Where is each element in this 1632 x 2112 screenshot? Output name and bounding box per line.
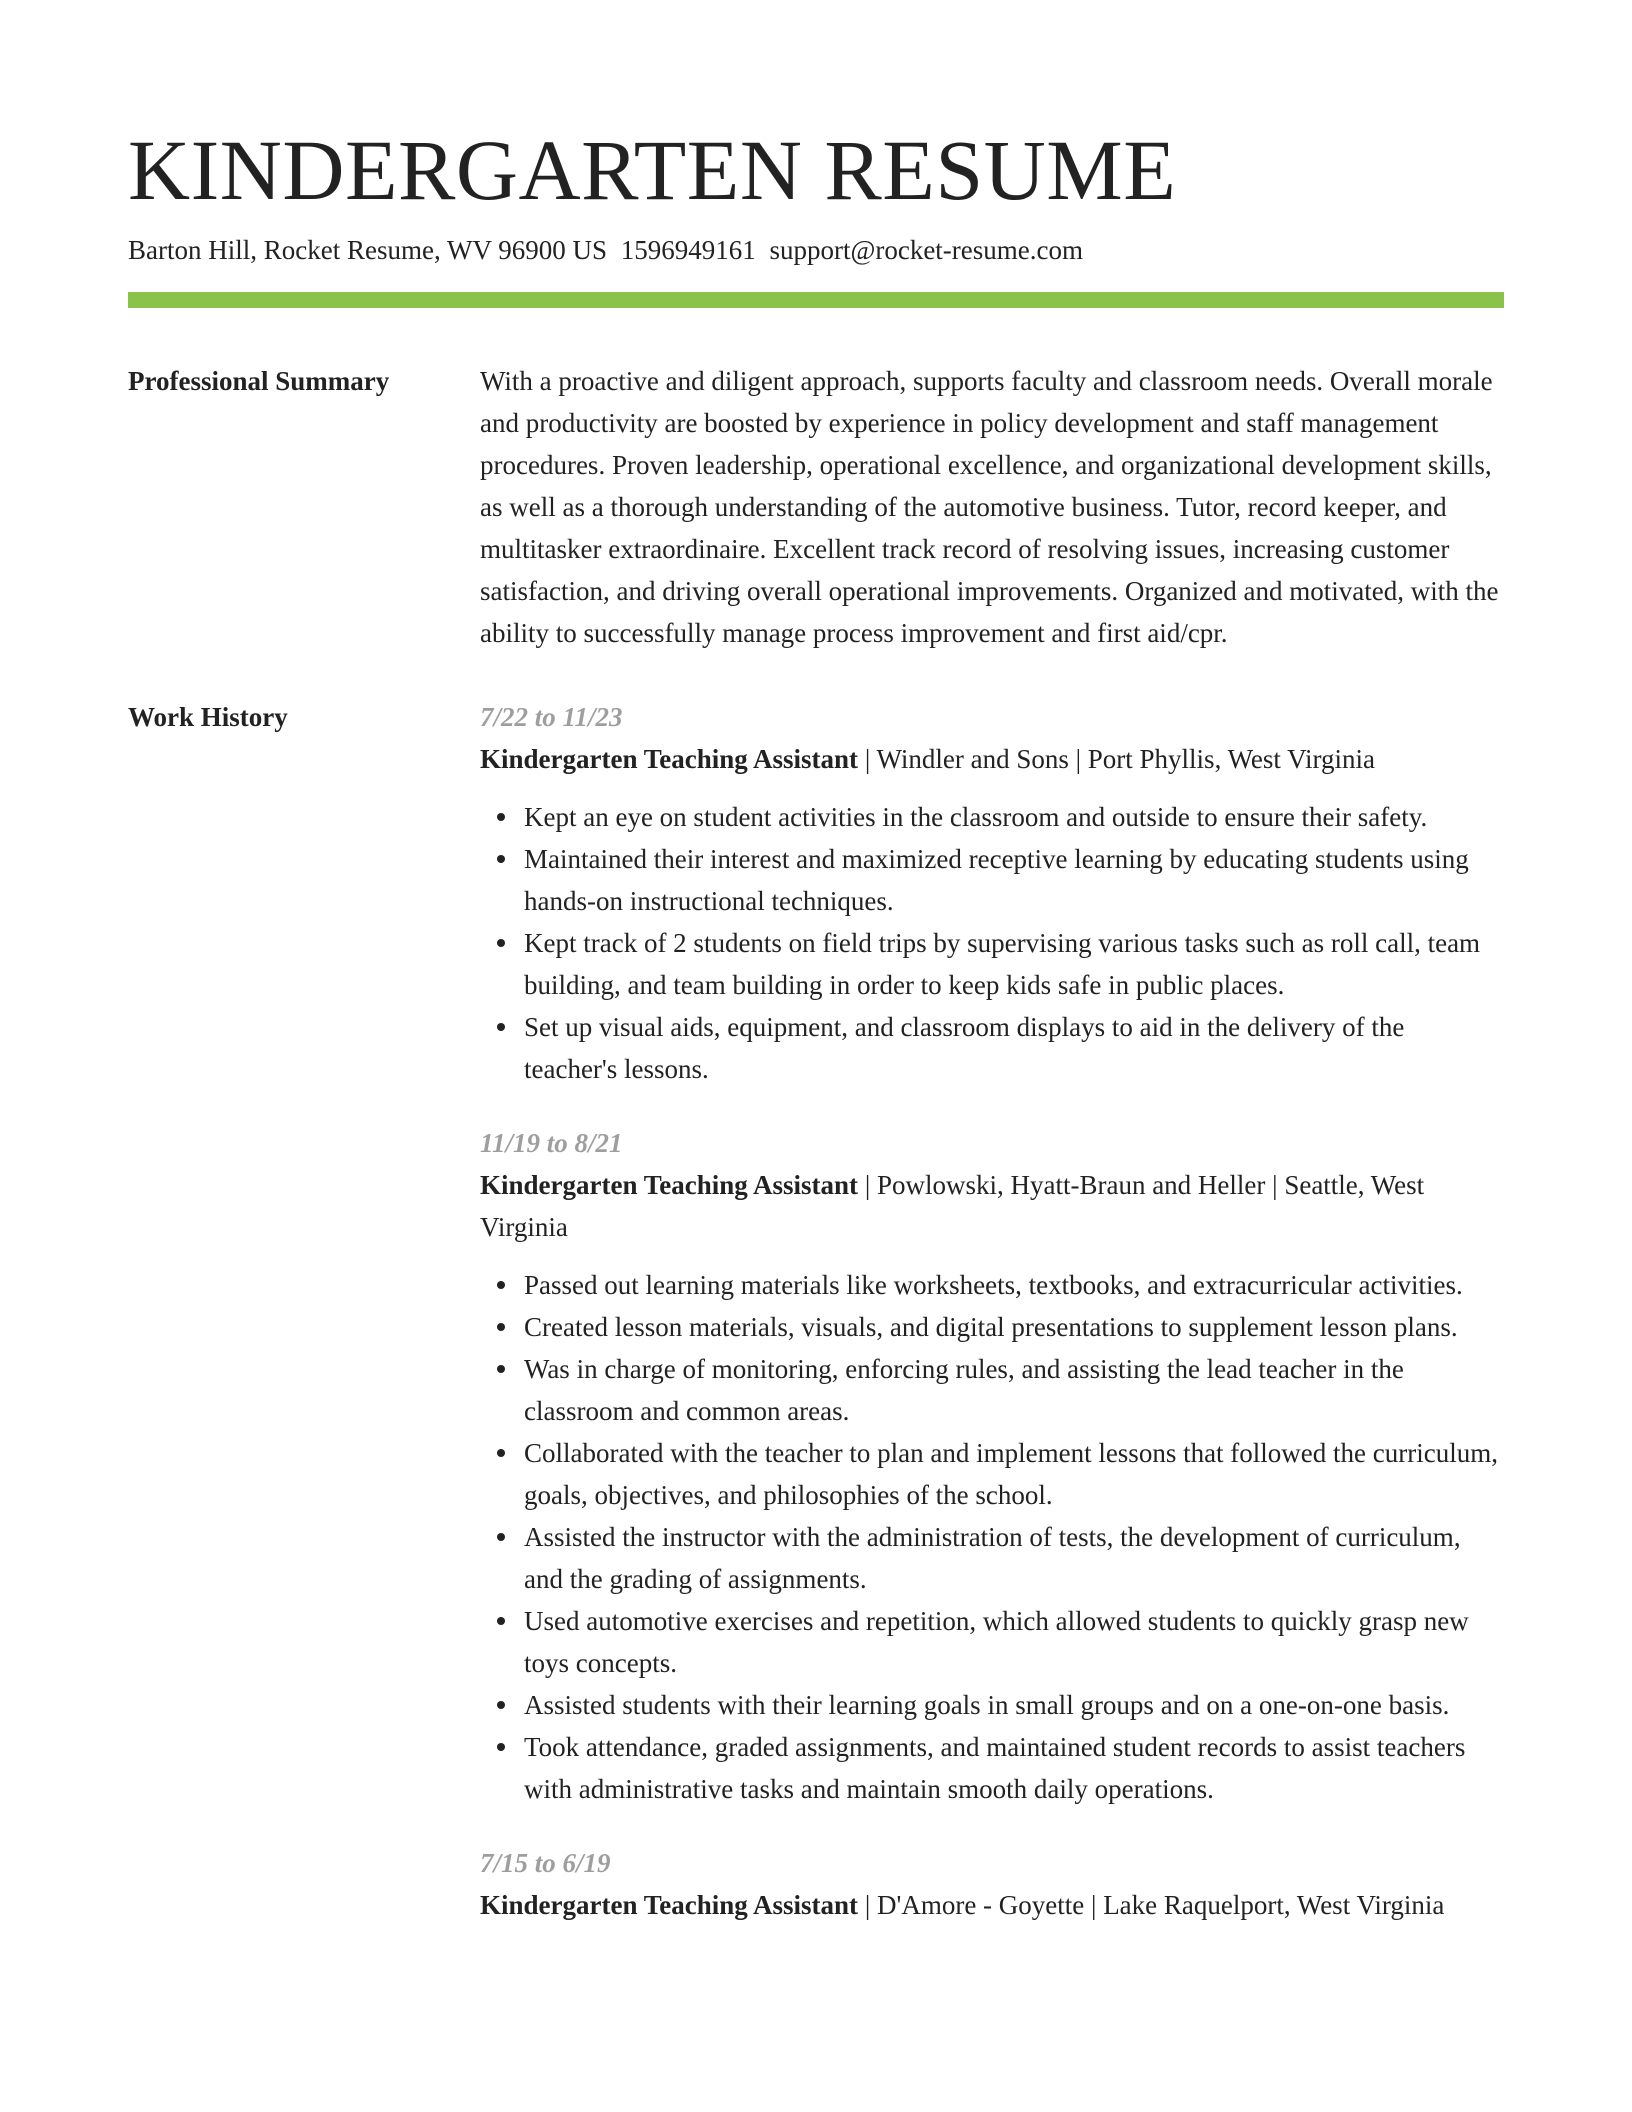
job-bullet-text: Used automotive exercises and repetition, which allowed students to quickly grasp new toys concepts.	[524, 1606, 1469, 1678]
bullet-dot-icon	[497, 1617, 505, 1625]
bullet-dot-icon	[497, 1323, 505, 1331]
job-entry	[480, 1842, 1504, 1926]
contact-email: support@rocket-resume.com	[769, 235, 1084, 265]
summary-heading: Professional Summary	[128, 366, 390, 396]
job-bullet-item	[524, 796, 1504, 838]
job-location: Seattle, West Virginia	[480, 1170, 1425, 1242]
bullet-dot-icon	[497, 1449, 505, 1457]
work-history-section	[128, 696, 1504, 1926]
job-company: Windler and Sons	[876, 744, 1069, 774]
job-separator: |	[1084, 1890, 1104, 1920]
job-bullet-item	[524, 1348, 1504, 1432]
contact-line	[128, 232, 1504, 268]
bullet-dot-icon	[497, 813, 505, 821]
job-bullet-text: Passed out learning materials like worksheets, textbooks, and extracurricular activities.	[524, 1270, 1463, 1300]
bullet-dot-icon	[497, 1365, 505, 1373]
job-bullet-item	[524, 1516, 1504, 1600]
job-bullet-item	[524, 1432, 1504, 1516]
job-bullet-item	[524, 1684, 1504, 1726]
job-heading-line	[480, 738, 1504, 780]
job-title: Kindergarten Teaching Assistant	[480, 744, 859, 774]
job-company: Powlowski, Hyatt-Braun and Heller	[876, 1170, 1266, 1200]
header-accent-rule	[128, 292, 1504, 308]
job-bullet-text: Maintained their interest and maximized receptive learning by educating students using hands-on instructional techniques.	[524, 844, 1469, 916]
job-bullet-item	[524, 922, 1504, 1006]
job-company: D'Amore - Goyette	[876, 1890, 1085, 1920]
contact-phone: 1596949161	[620, 235, 756, 265]
bullet-dot-icon	[497, 939, 505, 947]
job-bullet-text: Kept track of 2 students on field trips by supervising various tasks such as roll call, team building, and team building in order to keep kids safe in public places.	[524, 928, 1481, 1000]
job-heading-line	[480, 1164, 1504, 1248]
job-dates: 11/19 to 8/21	[480, 1128, 623, 1158]
job-bullet-text: Took attendance, graded assignments, and maintained student records to assist teachers with administrative tasks and maintain smooth daily operations.	[524, 1732, 1466, 1804]
bullet-dot-icon	[497, 1023, 505, 1031]
job-title: Kindergarten Teaching Assistant	[480, 1170, 859, 1200]
summary-section	[128, 360, 1504, 654]
resume-title: KINDERGARTEN RESUME	[128, 122, 1177, 218]
job-title: Kindergarten Teaching Assistant	[480, 1890, 859, 1920]
job-bullet-text: Kept an eye on student activities in the classroom and outside to ensure their safety.	[524, 802, 1428, 832]
job-bullet-list	[480, 1264, 1504, 1810]
job-bullet-text: Assisted students with their learning goals in small groups and on a one-on-one basis.	[524, 1690, 1450, 1720]
job-bullet-text: Was in charge of monitoring, enforcing rules, and assisting the lead teacher in the classroom and common areas.	[524, 1354, 1404, 1426]
resume-page	[128, 118, 1504, 1926]
job-entry	[480, 1122, 1504, 1810]
contact-address: Barton Hill, Rocket Resume, WV 96900 US	[128, 235, 607, 265]
job-dates: 7/15 to 6/19	[480, 1848, 611, 1878]
summary-body	[480, 360, 1504, 654]
job-heading-line	[480, 1884, 1504, 1926]
job-separator: |	[858, 1890, 877, 1920]
job-bullet-list	[480, 796, 1504, 1090]
job-bullet-text: Collaborated with the teacher to plan and implement lessons that followed the curriculum, goals, objectives, and philosophies of the school.	[524, 1438, 1498, 1510]
bullet-dot-icon	[497, 1533, 505, 1541]
bullet-dot-icon	[497, 1281, 505, 1289]
job-bullet-item	[524, 1726, 1504, 1810]
job-bullet-item	[524, 1306, 1504, 1348]
summary-text: With a proactive and diligent approach, supports faculty and classroom needs. Overall morale and productivity are boosted by experience in policy development and staff management procedures. Proven leadership, operational excellence, and organizational development skills, as well as a thorough understanding of the automotive business. Tutor, record keeper, and multitasker extraordinaire. Excellent track record of resolving issues, increasing customer satisfaction, and driving overall operational improvements. Organized and motivated, with the ability to successfully manage process improvement and first aid/cpr.	[480, 366, 1499, 648]
bullet-dot-icon	[497, 855, 505, 863]
job-bullet-text: Set up visual aids, equipment, and classroom displays to aid in the delivery of the teacher's lessons.	[524, 1012, 1405, 1084]
bullet-dot-icon	[497, 1743, 505, 1751]
job-separator: |	[858, 744, 877, 774]
work-history-heading: Work History	[128, 702, 288, 732]
job-bullet-text: Assisted the instructor with the administration of tests, the development of curriculum, and the grading of assignments.	[524, 1522, 1461, 1594]
work-history-list	[480, 696, 1504, 1926]
job-bullet-text: Created lesson materials, visuals, and digital presentations to supplement lesson plans.	[524, 1312, 1458, 1342]
job-separator: |	[858, 1170, 877, 1200]
job-entry	[480, 696, 1504, 1090]
bullet-dot-icon	[497, 1701, 505, 1709]
job-bullet-item	[524, 1006, 1504, 1090]
job-separator: |	[1265, 1170, 1285, 1200]
job-dates: 7/22 to 11/23	[480, 702, 623, 732]
job-separator: |	[1068, 744, 1088, 774]
job-bullet-item	[524, 1264, 1504, 1306]
job-bullet-item	[524, 1600, 1504, 1684]
job-location: Lake Raquelport, West Virginia	[1103, 1890, 1445, 1920]
job-location: Port Phyllis, West Virginia	[1087, 744, 1376, 774]
job-bullet-item	[524, 838, 1504, 922]
